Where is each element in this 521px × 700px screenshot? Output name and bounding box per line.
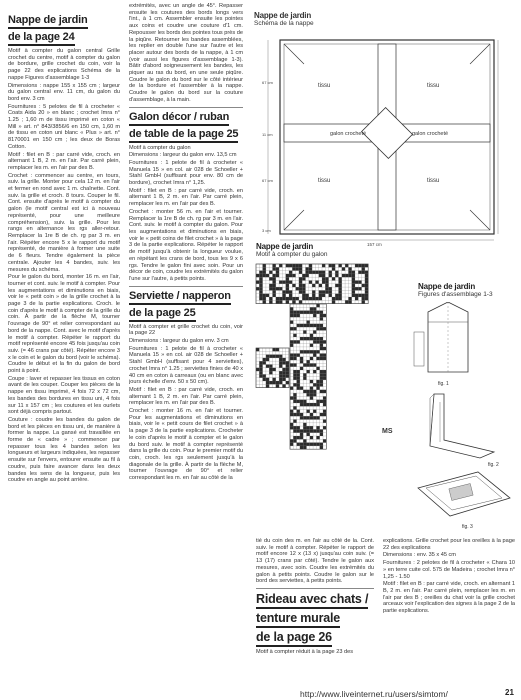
chart-marker-label: MS [382, 428, 393, 435]
paragraph: Motif à compter et grille crochet du coin, voir la page 22 [129, 323, 243, 337]
paragraph: Pour le galon du bord, monter 16 m. en l'air, tourner et cont. suiv. le motif à compter. Pour les augmentations et diminutions en biais, voir le « petit coin » de la grille crochet à la page 3 de la partie explications. Croch. le coin d'après le motif à compter de la grille du coin. À partir de la flèche M, tourner l'ouvrage de 90° et relier correspondant au bord de la nappe. Cont. avec le motif d'après le motif à compter. Répéter le rapport du motif représenté encore 45 fois jusqu'au coin suiv. (= 46 crans par côté). Répéter encore 3 x le coin et le galon du bord (voir le schéma). Coudre le début et la fin du galon de bord point à point. [8, 274, 120, 375]
title-line-2: de table de la page 25 [129, 128, 238, 143]
label-galon: galon crocheté [330, 131, 367, 137]
paragraph: tié du coin des m. en l'air au côté de la. Cont. suiv. le motif à compter. Répéter le rapport de motif encore 12 x (13 x) jusqu'au coin suiv. (= 13 (17) crans par côté). Tendre le galon aux mesures, avec soin. Coudre les extrémités du galon à petits points. Coudre le galon sur le bord des serviettes, à petits points. [256, 538, 374, 585]
column-middle [129, 3, 243, 687]
paragraph: Dimensions : largeur du galon env. 3 cm [129, 338, 229, 345]
corner-line [284, 210, 304, 230]
paragraph: Crochet : monter 56 m. en l'air et tourner. Remplacer la 1re B de ch. rg par 3 m. en l'air. Cont. suiv. le motif à compter du galon. Pour les augmentations et diminutions en biais, voir le « petit coins de filet crochet » à la page 3 de la partie explications. Répéter le rapport de motif jusqu'à obtenir la longueur voulue, en répétant les crans de bord, tous les 9 x 6 rgs. Tendre le galon fini avec soin. Pour un décor de coin, coudre les extrémités du galon l'une sur l'autre, à petits points. [129, 208, 243, 282]
paragraph: Crochet : commencer au centre, en tours, suiv. la grille. Monter pour cela 12 m. en l'air et fermer en rond avec 1 m. chaînette. Cont. suiv. la grille et croch. 8 tours. Couper le fil. Cont. ensuite d'après le motif à compter du galon (le motif central est ici à nouveau représenté, pour une meilleure compréhension), suiv. la grille. Pour les rangs en alternance les rgs aller-retour. Remplacer la 1re B de ch. rg par 3 m. en l'air. Répéter encore 5 x le rapport du motif représenté, de manière à former une suite de 6 fleurs. Tendre également la pièce centrale. Ajouter les 4 bandes, suiv. les mesures du schéma. [8, 172, 120, 273]
section-title-rideau [256, 592, 374, 649]
label-tissu: tissu [318, 178, 331, 184]
paragraph: Dimensions : env. 35 x 45 cm [383, 552, 456, 559]
section-title-nappe [8, 14, 120, 48]
corner-line [470, 210, 490, 230]
column-left [8, 14, 120, 686]
title-line-2: de la page 25 [129, 307, 196, 322]
label-tissu: tissu [427, 83, 440, 89]
footer-url[interactable]: http://www.liveinternet.ru/users/simtom/ [300, 689, 448, 699]
paragraph: Couture : coudre les bandes du galon de bord et les pièces en tissu uni, de manière à former la nappe. La gansé est travaillée en forme de « cadre » ; commencer par repasser tous les 4 bandes selon les longueurs et largeurs indiquées, les repasser ensuite sur l'envers, entourer ensuite au fil à coudre, puis faire avancer dans les deux bandes les sens de la longueur, puis les coudre en angle au point arrière. [8, 416, 120, 484]
paragraph: Motif : filet en B : par carré vide, croch. en alternant 1 B, 2 m. en l'air. Par carré plein, remplacer les m. en l'air par des B. [8, 151, 120, 171]
figure-3 [418, 472, 510, 530]
title-line-1: Nappe de jardin [8, 14, 88, 29]
section-title-serviette [129, 290, 243, 324]
paragraph: Motif : filet en B : par carré vide, croch. en alternant 1 B, 2 m. en l'air. Par carré plein, remplacer les m. en l'air par des B ; oreilles du chat voir la grille crochet arceaux voir l'explication des signes à la page 2 de la partie explications. [383, 581, 515, 615]
chart-heading [256, 242, 376, 259]
figure-2 [430, 394, 499, 468]
figure-label: fig. 3 [462, 524, 473, 530]
dim-label: 67 cm [262, 80, 273, 85]
paragraph: Dimensions : largeur du galon env. 13,5 cm [129, 152, 237, 159]
figure-1 [414, 302, 468, 387]
dim-label: 3 cm [262, 228, 271, 233]
center-square [362, 108, 413, 159]
assembly-figures [410, 302, 520, 532]
label-tissu: tissu [427, 178, 440, 184]
title-line-3: de la page 26 [256, 630, 332, 647]
corner-line [284, 44, 304, 64]
title-line-1: Serviette / napperon [129, 290, 231, 305]
figures-subtitle: Figures d'assemblage 1-3 [418, 291, 493, 298]
title-line-1: Galon décor / ruban [129, 111, 229, 126]
figures-title: Nappe de jardin [418, 282, 476, 291]
paragraph: explications. Grille crochet pour les oreilles à la page 22 des explications [383, 538, 515, 551]
figures-heading [418, 282, 518, 299]
paragraph: Fournitures : 5 pelotes de fil à crocheter « Coats Aida 20 » en blanc ; crochet Imra n° 1.25 ; 1,60 m de tissu imprimé en coton « Mill » art. n° 843/3856/6 en 150 cm, 1,60 m de tissu en coton uni blanc « Plus » art. n° 8170001 en 150 cm ; les deux de Boras Cotton. [8, 103, 120, 150]
tablecloth-schematic [262, 32, 502, 247]
dim-label: 11 cm [262, 132, 273, 137]
section-title-galon [129, 111, 243, 145]
title-line-2: de la page 24 [8, 31, 75, 46]
schema-subtitle: Schéma de la nappe [254, 19, 314, 27]
label-tissu: tissu [318, 83, 331, 89]
paragraph: Motif à compter réduit à la page 23 des [256, 648, 354, 655]
paragraph: Motif à compter du galon [129, 144, 191, 151]
paragraph: Motif : filet en B : par carré vide, croch. en alternant 1 B, 2 m. en l'air. Par carré plein, remplacer les m. en l'air par des B. [129, 187, 243, 208]
paragraph: extrémités, avec un angle de 45°. Repasser ensuite les coutures des bords longs vers l'int., à 1 cm. Assembler ensuite les pointes aux coins et coudre une couture d'1 cm. Repousser les bords des pointes tous près de la piqûre. Retourner les bandes assemblées, les replier en double l'une sur l'autre et les placer autour des bords de la nappe, à 1 cm (voir aussi les figures d'assemblage 1-3). Bâtir d'abord soigneusement les bandes, les piquer au ras du bord, en une seule piqûre. Coudre le galon du bord sur le côté intérieur de la bordure et l'assembler à la nappe. Coudre le galon du bord sur la couture d'assemblage, à la main. [129, 3, 243, 103]
figure-label: fig. 1 [438, 381, 449, 387]
divider [256, 588, 374, 589]
paragraph: Motif à compter du galon central Grille crochet du centre, motif à compter du galon de bordure, grille crochet du coin, voir la page 22 des explications Schéma de la nappe Figures d'assemblage 1-3 [8, 48, 120, 81]
paragraph: Dimensions : nappe 155 x 155 cm ; largeur du galon central env. 11 cm, du galon du bord env. 3 cm [8, 82, 120, 102]
paragraph: Fournitures : 2 pelotes de fil à crocheter « Chara 10 » en terre cuite col. 575 de Madeira ; crochet Imra n° 1,25 - 1.50 [383, 560, 515, 580]
chart-title: Nappe de jardin [256, 242, 314, 251]
paragraph: Motif : filet en B : par carré vide, croch. en alternant 1 B, 2 m. en l'air. Par carré plein, remplacer les m. en l'air par des B. [129, 386, 243, 407]
title-line-1: Rideau avec chats / [256, 592, 368, 609]
divider [129, 107, 243, 108]
column-right-lower-a [256, 538, 374, 683]
paragraph: Fournitures : 1 pelote de fil à crocheter « Manuela 15 » en col. air 028 de Schoeller + Stahl GmbH (suffisant pour env. 80 cm de bordure), crochet Imra n° 1,25. [129, 159, 243, 187]
column-right-lower-b [383, 538, 515, 686]
crochet-grid [254, 262, 374, 450]
dim-label: 157 cm [367, 242, 382, 247]
label-galon: galon crocheté [412, 131, 449, 137]
page-number: 21 [505, 688, 514, 697]
paragraph: Coupe : laver et repasser les tissus en coton avant de les couper. Couper les pièces de la nappe en tissu imprimé, 4 fois 72 x 72 cm, les bandes des bordures en tissu uni, 4 fois sur 11 x 157 cm ; les coutures et les ourlets sont déjà compris partout. [8, 375, 120, 416]
schema-title: Nappe de jardin [254, 11, 312, 20]
title-line-2: tenture murale [256, 611, 340, 628]
dim-label: 67 cm [262, 178, 273, 183]
paragraph: Crochet : monter 16 m. en l'air et tourner. Pour les augmentations et diminutions en biais, voir le « petit cours de filet crochet » à la page 3 de la partie explications. Crocheter le coin d'après le motif à compter et le galon du bord suiv. le motif à compter représenté dans la grille du coin. Pour le premier motif du coin, croch. les rgs seulement jusqu'à la diagonale de la grille. À partir de la flèche M, tourner l'ouvrage de 90° et relier correspondant les m. en l'air au côté de la [129, 408, 243, 482]
paragraph: Fournitures : 1 pelote de fil à crocheter « Manuela 15 » en col. air 028 de Schoeller + Stahl GmbH (suffisant pour 4 serviettes), crochet Imra n° 1.25 ; serviettes finies de 40 x 40 cm en coton à carreaux (ou en blanc avec jours échelle d'env. 50 x 50 cm). [129, 345, 243, 386]
chart-subtitle: Motif à compter du galon [256, 251, 328, 258]
corner-line [470, 44, 490, 64]
divider [129, 286, 243, 287]
figure-label: fig. 2 [488, 462, 499, 468]
